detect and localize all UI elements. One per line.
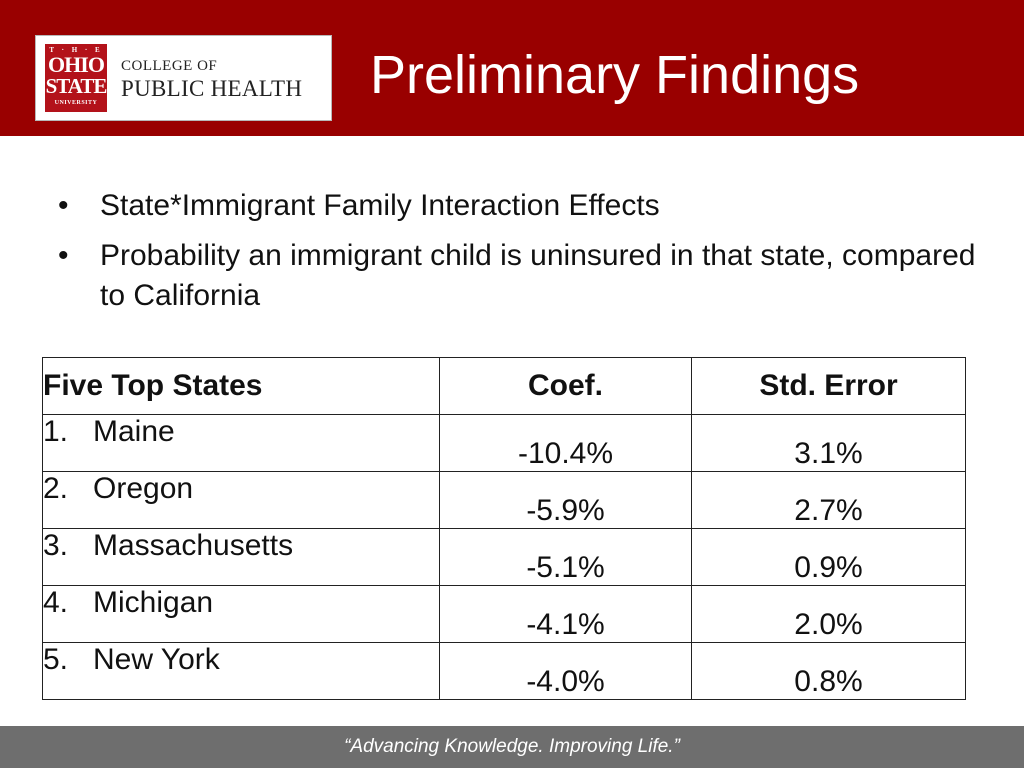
- bullet-text: State*Immigrant Family Interaction Effects: [100, 189, 660, 222]
- seal-university-text: UNIVERSITY: [54, 100, 98, 106]
- header-std-error: Std. Error: [692, 358, 966, 415]
- table-row: [43, 472, 966, 529]
- bullet-item: [58, 186, 978, 226]
- footer-tagline: “Advancing Knowledge. Improving Life.”: [344, 736, 680, 757]
- std-error-cell: 3.1%: [692, 415, 966, 472]
- seal-ohio-text: OHIO: [48, 52, 104, 77]
- seal-state-text: STATE: [45, 74, 107, 98]
- header-five-top-states: Five Top States: [43, 358, 440, 415]
- state-name: Maine: [93, 415, 175, 448]
- footer-band: [0, 726, 1024, 768]
- header-coef: Coef.: [440, 358, 692, 415]
- state-rank: 1.: [43, 415, 69, 448]
- state-rank: 3.: [43, 529, 69, 562]
- state-cell: [43, 586, 440, 643]
- table-row: [43, 415, 966, 472]
- logo-college-of: COLLEGE OF: [121, 58, 218, 74]
- state-cell: [43, 643, 440, 700]
- bullet-dot-icon: •: [58, 189, 69, 222]
- table-row: [43, 529, 966, 586]
- logo-public-health: PUBLIC HEALTH: [121, 76, 303, 101]
- findings-table: [42, 357, 966, 700]
- state-rank: 4.: [43, 586, 69, 619]
- std-error-cell: 2.7%: [692, 472, 966, 529]
- std-error-cell: 2.0%: [692, 586, 966, 643]
- ohio-state-seal: [45, 44, 107, 112]
- state-cell: [43, 415, 440, 472]
- bullet-list: [58, 186, 978, 326]
- coef-cell: -4.1%: [440, 586, 692, 643]
- college-logo: [35, 35, 332, 121]
- bullet-item: [58, 236, 978, 316]
- seal-the-text: T · H · E: [49, 46, 103, 54]
- coef-cell: -10.4%: [440, 415, 692, 472]
- std-error-cell: 0.8%: [692, 643, 966, 700]
- state-name: Oregon: [93, 472, 194, 505]
- bullet-dot-icon: •: [58, 239, 69, 272]
- coef-cell: -4.0%: [440, 643, 692, 700]
- state-cell: [43, 472, 440, 529]
- state-name: Michigan: [93, 586, 214, 619]
- table-row: [43, 586, 966, 643]
- bullet-text: Probability an immigrant child is uninsured in that state, compared to California: [100, 239, 976, 312]
- state-name: New York: [93, 643, 220, 676]
- table-header-row: [43, 358, 966, 415]
- slide-title: Preliminary Findings: [370, 45, 860, 105]
- state-name: Massachusetts: [93, 529, 294, 562]
- state-rank: 5.: [43, 643, 69, 676]
- state-rank: 2.: [43, 472, 69, 505]
- header-band: [0, 0, 1024, 136]
- state-cell: [43, 529, 440, 586]
- std-error-cell: 0.9%: [692, 529, 966, 586]
- table-row: [43, 643, 966, 700]
- coef-cell: -5.1%: [440, 529, 692, 586]
- coef-cell: -5.9%: [440, 472, 692, 529]
